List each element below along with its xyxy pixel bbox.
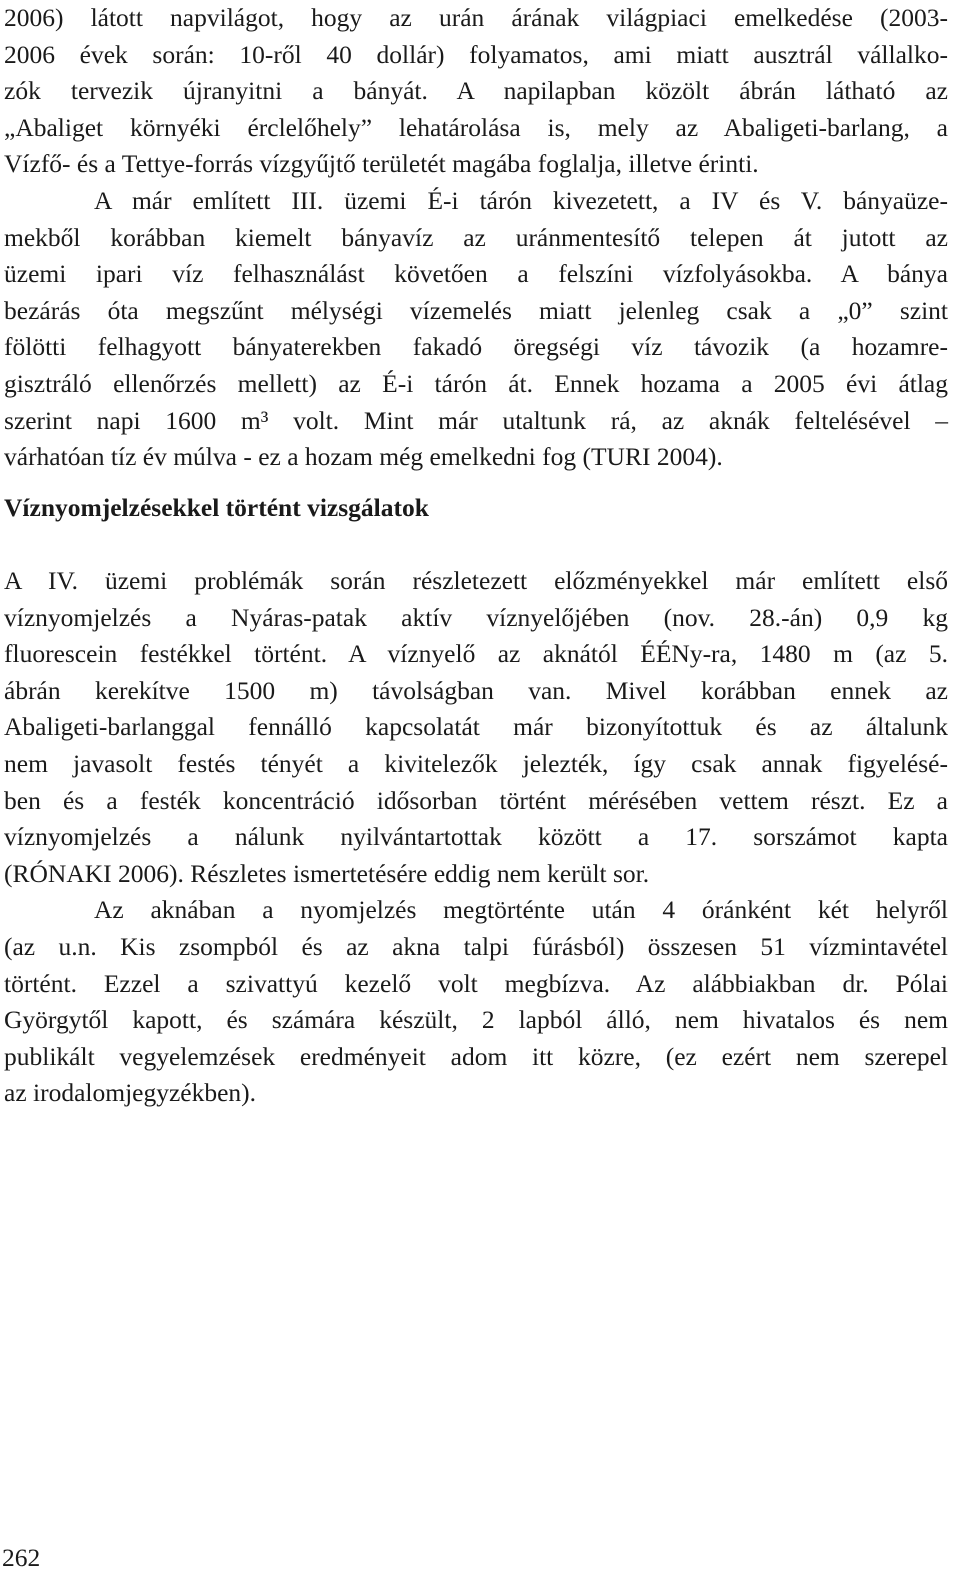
paragraph-uranium-mine — [4, 0, 948, 476]
text-line: történt. Ezzel a szivattyú kezelő volt megbízva. Az alábbiakban dr. Pólai — [4, 968, 948, 998]
text-line: A már említett III. üzemi É-i tárón kivezetett, a IV és V. bányaüze- — [94, 185, 948, 215]
text-line: Györgytől kapott, és számára készült, 2 lapból álló, nem hivatalos és nem — [4, 1005, 948, 1035]
text-line: gisztráló ellenőrzés mellett) az É-i tárón át. Ennek hozama a 2005 évi átlag — [4, 368, 948, 398]
text-line: 2006 évek során: 10-ről 40 dollár) folyamatos, ami miatt ausztrál vállalko- — [4, 39, 948, 69]
text-line: zók tervezik újranyitni a bányát. A napilapban közölt ábrán látható az — [4, 76, 948, 106]
text-line: mekből korábban kiemelt bányavíz az uránmentesítő telepen át jutott az — [4, 222, 948, 252]
text-line: az irodalomjegyzékben). — [4, 1078, 257, 1108]
text-line: Az aknában a nyomjelzés megtörténte után 4 óránként két helyről — [94, 895, 948, 925]
text-line: (RÓNAKI 2006). Részletes ismertetésére eddig nem került sor. — [4, 858, 650, 888]
text-line: fölötti felhagyott bányaterekben fakadó öregségi víz távozik (a hozamre- — [4, 332, 948, 362]
text-line: (az u.n. Kis zsompból és az akna talpi fúrásból) összesen 51 vízmintavétel — [4, 931, 948, 961]
text-line: bezárás óta megszűnt mélységi vízemelés miatt jelenleg csak a „0” szint — [4, 295, 948, 325]
text-line: ábrán kerekítve 1500 m) távolságban van. Mivel korábban ennek az — [4, 675, 948, 705]
text-line: víznyomjelzés a nálunk nyilvántartottak között a 17. sorszámot kapta — [4, 822, 948, 852]
text-line: „Abaliget környéki érclelőhely” lehatárolása is, mely az Abaligeti-barlang, a — [4, 112, 948, 142]
text-line: várhatóan tíz év múlva - ez a hozam még emelkedni fog (TURI 2004). — [4, 442, 723, 472]
paragraph-tracer-tests — [4, 563, 948, 1112]
text-line: Vízfő- és a Tettye-forrás vízgyűjtő területét magába foglalja, illetve érinti. — [4, 149, 759, 179]
page-number: 262 — [2, 1543, 41, 1572]
text-line: szerint napi 1600 m³ volt. Mint már utaltunk rá, az aknák feltelésével – — [4, 405, 948, 435]
text-line: ben és a festék koncentráció idősorban történt mérésében vettem részt. Ez a — [4, 785, 948, 815]
text-line: üzemi ipari víz felhasználást követően a felszíni vízfolyásokba. A bánya — [4, 259, 948, 289]
text-line: publikált vegyelemzések eredményeit adom itt közre, (ez ezért nem szerepel — [4, 1041, 948, 1071]
text-line: 2006) látott napvilágot, hogy az urán árának világpiaci emelkedése (2003- — [4, 3, 948, 32]
text-line: fluorescein festékkel történt. A víznyelő az aknától ÉÉNy-ra, 1480 m (az 5. — [4, 639, 948, 669]
section-heading: Víznyomjelzésekkel történt vizsgálatok — [4, 493, 429, 522]
text-line: Abaligeti-barlanggal fennálló kapcsolatát már bizonyítottuk és az általunk — [4, 712, 948, 742]
text-line: nem javasolt festés tényét a kivitelezők jelezték, így csak annak figyelésé- — [4, 748, 948, 778]
text-line: víznyomjelzés a Nyáras-patak aktív víznyelőjében (nov. 28.-án) 0,9 kg — [4, 602, 948, 632]
text-line: A IV. üzemi problémák során részletezett előzményekkel már említett első — [4, 566, 948, 595]
